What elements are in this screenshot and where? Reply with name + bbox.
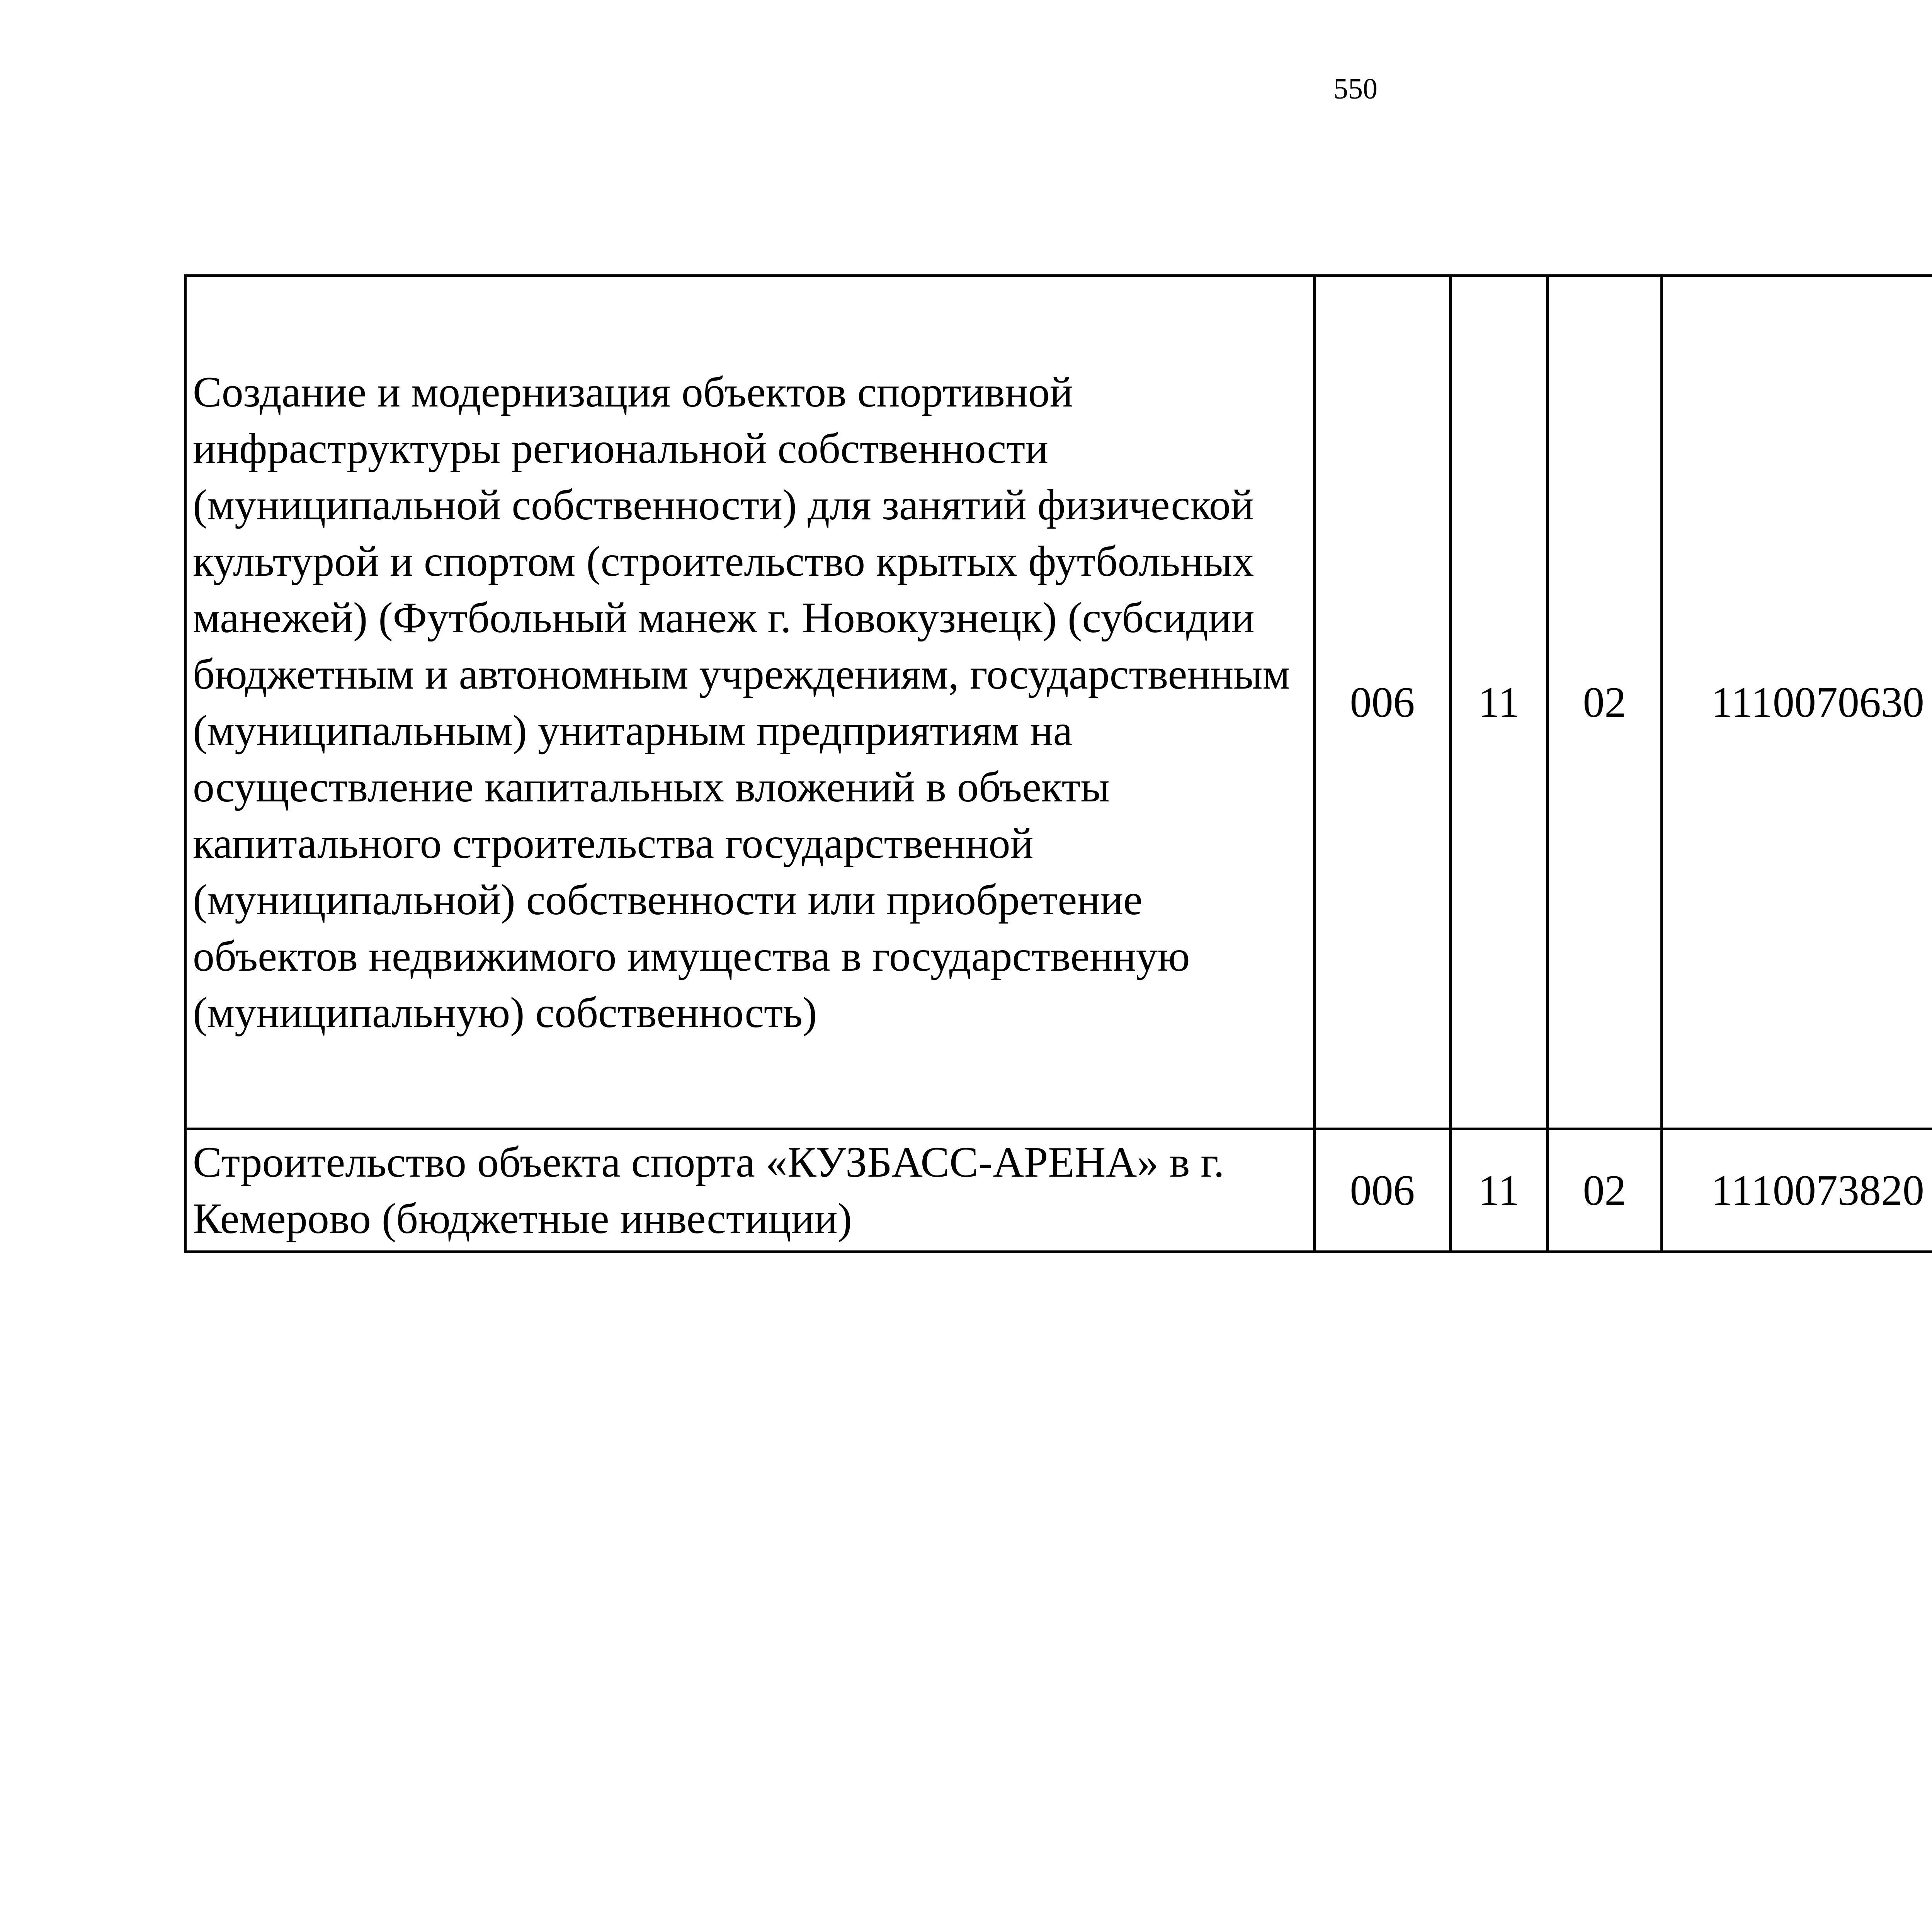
expense-name-cell: Строительство объекта спорта «КУЗБАСС-АРЕНА» в г. Кемерово (бюджетные инвестиции) bbox=[185, 1129, 1315, 1252]
subsection-code-cell: 02 bbox=[1548, 1129, 1662, 1252]
table-row bbox=[185, 1129, 1932, 1252]
expense-name-cell: Создание и модернизация объектов спортивной инфраструктуры региональной собственности (муниципальной собственности) для занятий физической культурой и спортом (строительство крытых футбольных манежей) (Футбольный манеж г. Новокузнецк) (субсидии бюджетным и автономным учреждениям, государственным (муниципальным) унитарным предприятиям на осуществление капитальных вложений в объекты капитального строительства государственной (муниципальной) собственности или приобретение объектов недвижимого имущества в государственную (муниципальную) собственность) bbox=[185, 276, 1315, 1129]
page-number: 550 bbox=[1333, 73, 1378, 105]
section-code-cell: 11 bbox=[1451, 1129, 1548, 1252]
target-article-cell: 1110070630 bbox=[1662, 276, 1932, 1129]
table-row bbox=[185, 276, 1932, 1129]
budget-table bbox=[184, 274, 1932, 1253]
ministry-code-cell: 006 bbox=[1315, 1129, 1451, 1252]
target-article-cell: 1110073820 bbox=[1662, 1129, 1932, 1252]
section-code-cell: 11 bbox=[1451, 276, 1548, 1129]
ministry-code-cell: 006 bbox=[1315, 276, 1451, 1129]
subsection-code-cell: 02 bbox=[1548, 276, 1662, 1129]
